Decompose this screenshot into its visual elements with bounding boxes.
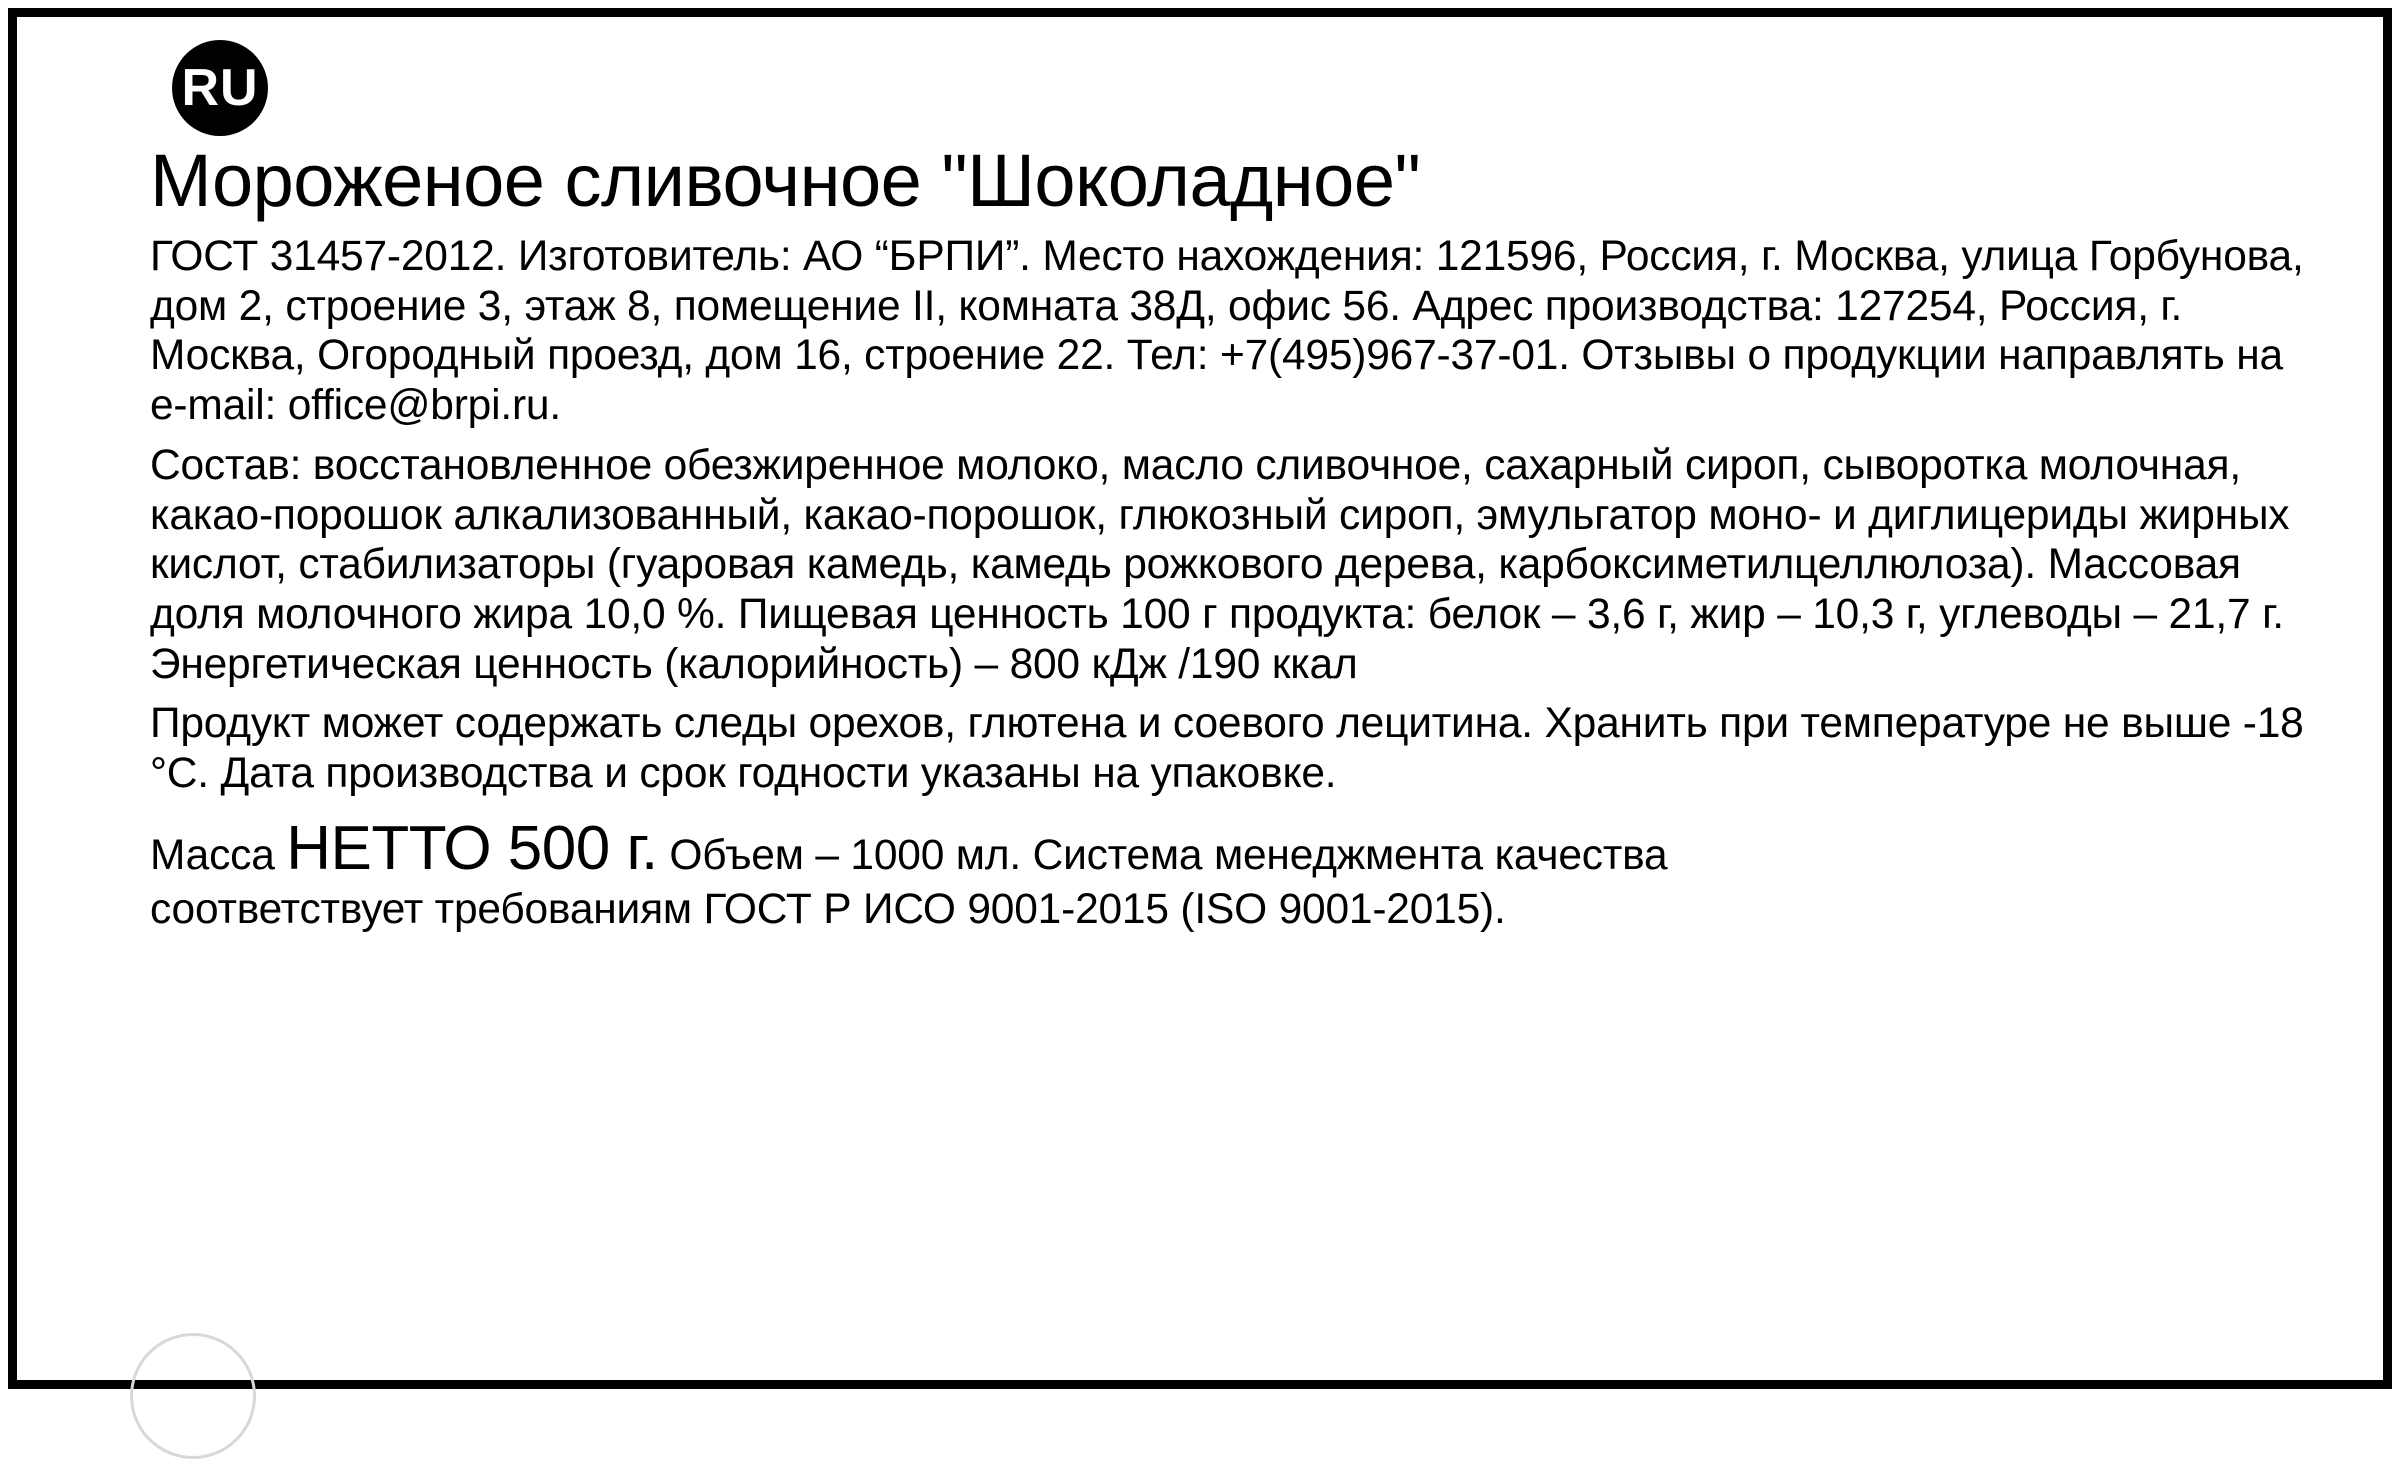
- manufacturer-info-text: ГОСТ 31457-2012. Изготовитель: АО “БРПИ”. Место нахождения: 121596, Россия, г. Москва, улица Горбунова, дом 2, строение 3, этаж 8, помещение II, комната 38Д, офис 56. Адрес производства: 127254, Россия, г. Москва, Огородный проезд, дом 16, строение 22. Тел: +7(495)967-37-01. Отзывы о продукции направлять на e-mail: office@brpi.ru.: [150, 233, 2304, 430]
- net-weight-line: [150, 813, 2320, 886]
- composition-and-nutrition-text: Состав: восстановленное обезжиренное молоко, масло сливочное, сахарный сироп, сыворотка молочная, какао-порошок алкализованный, какао-порошок, глюкозный сироп, эмульгатор моно- и диглицериды жирных кислот, стабилизаторы (гуаровая камедь, камедь рожкового дерева, карбоксиметилцеллюлоза). Массовая доля молочного жира 10,0 %. Пищевая ценность 100 г продукта: белок – 3,6 г, жир – 10,3 г, углеводы – 21,7 г. Энергетическая ценность (калорийность) – 800 кДж /190 ккал: [150, 441, 2290, 688]
- decorative-arc: [130, 1333, 256, 1459]
- quality-system-text: соответствует требованиям ГОСТ Р ИСО 9001-2015 (ISO 9001-2015).: [150, 886, 1506, 934]
- label-content: [150, 40, 2320, 935]
- country-of-origin-badge: RU: [172, 40, 268, 136]
- allergen-and-storage-text: Продукт может содержать следы орехов, глютена и соевого лецитина. Хранить при температуре не выше -18 °C. Дата производства и срок годности указаны на упаковке.: [150, 700, 2304, 798]
- net-weight-prefix: Масса: [150, 831, 287, 879]
- net-volume-text: Объем – 1000 мл. Система менеджмента качества: [657, 831, 1668, 879]
- net-weight-value: НЕТТО 500 г.: [286, 813, 658, 883]
- product-title: Мороженое сливочное "Шоколадное": [150, 139, 1421, 222]
